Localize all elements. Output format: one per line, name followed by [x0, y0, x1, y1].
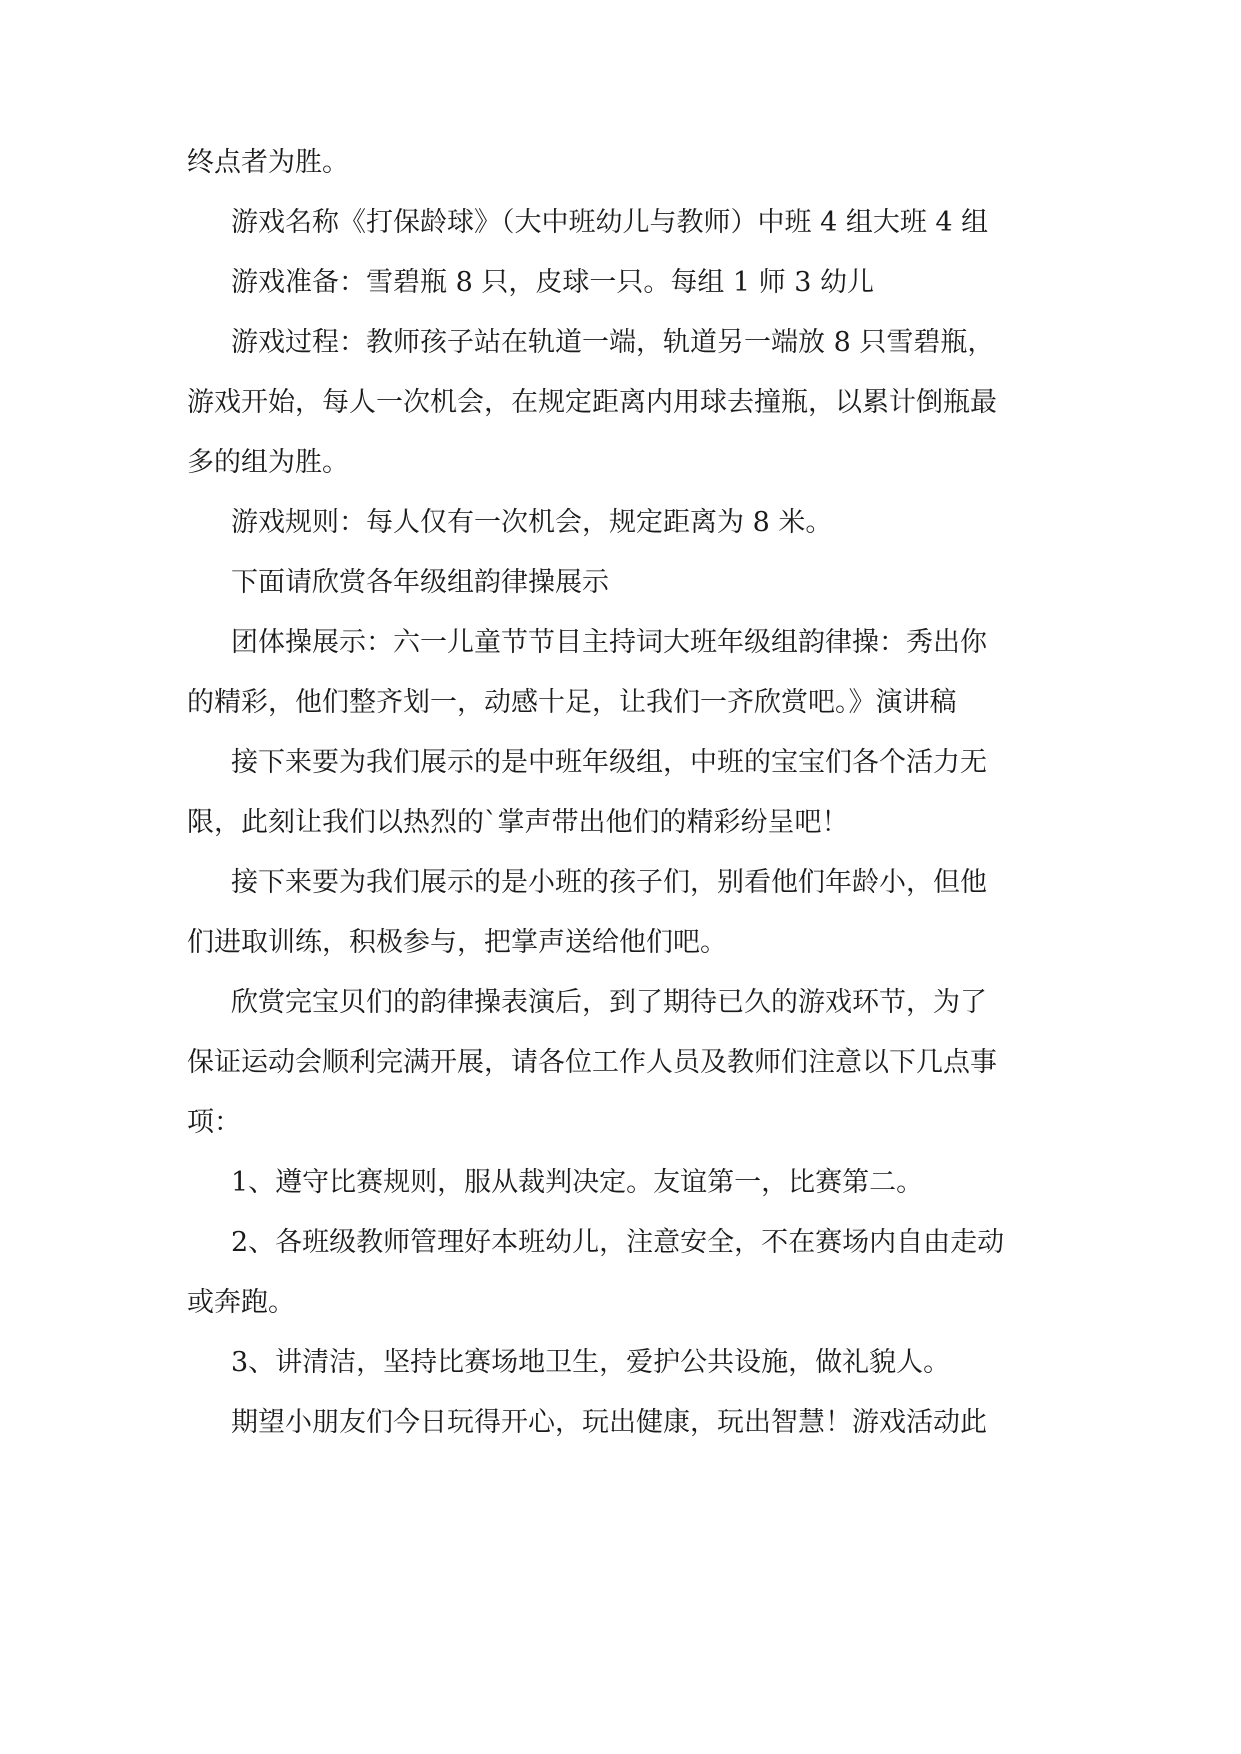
text-line: 游戏准备：雪碧瓶 8 只，皮球一只。每组 1 师 3 幼儿	[231, 267, 875, 298]
text-line: 下面请欣赏各年级组韵律操展示	[231, 567, 609, 598]
text-line: 期望小朋友们今日玩得开心，玩出健康，玩出智慧！游戏活动此	[231, 1407, 987, 1438]
text-line: 游戏过程：教师孩子站在轨道一端，轨道另一端放 8 只雪碧瓶，	[231, 327, 995, 358]
text-line: 游戏开始，每人一次机会，在规定距离内用球去撞瓶，以累计倒瓶最	[187, 387, 997, 418]
text-line: 1、遵守比赛规则，服从裁判决定。友谊第一，比赛第二。	[231, 1167, 924, 1198]
text-line: 终点者为胜。	[187, 147, 349, 178]
text-line: 3、讲清洁，坚持比赛场地卫生，爱护公共设施，做礼貌人。	[231, 1347, 951, 1378]
text-line: 保证运动会顺利完满开展，请各位工作人员及教师们注意以下几点事	[187, 1047, 997, 1078]
text-line: 游戏规则：每人仅有一次机会，规定距离为 8 米。	[231, 507, 833, 538]
text-line: 游戏名称《打保龄球》（大中班幼儿与教师）中班 4 组大班 4 组	[231, 207, 989, 238]
text-line: 接下来要为我们展示的是小班的孩子们，别看他们年龄小，但他	[231, 867, 987, 898]
text-line: 多的组为胜。	[187, 447, 349, 478]
text-line: 的精彩，他们整齐划一，动感十足，让我们一齐欣赏吧。》演讲稿	[187, 687, 957, 718]
text-line: 或奔跑。	[187, 1287, 295, 1318]
text-line: 2、各班级教师管理好本班幼儿，注意安全，不在赛场内自由走动	[231, 1227, 1005, 1258]
text-line: 们进取训练，积极参与，把掌声送给他们吧。	[187, 927, 727, 958]
text-line: 团体操展示：六一儿童节节目主持词大班年级组韵律操：秀出你	[231, 627, 987, 658]
text-line: 项：	[187, 1107, 241, 1138]
text-line: 限，此刻让我们以热烈的`掌声带出他们的精彩纷呈吧！	[187, 807, 849, 838]
text-line: 欣赏完宝贝们的韵律操表演后，到了期待已久的游戏环节，为了	[231, 987, 987, 1018]
text-line: 接下来要为我们展示的是中班年级组，中班的宝宝们各个活力无	[231, 747, 987, 778]
